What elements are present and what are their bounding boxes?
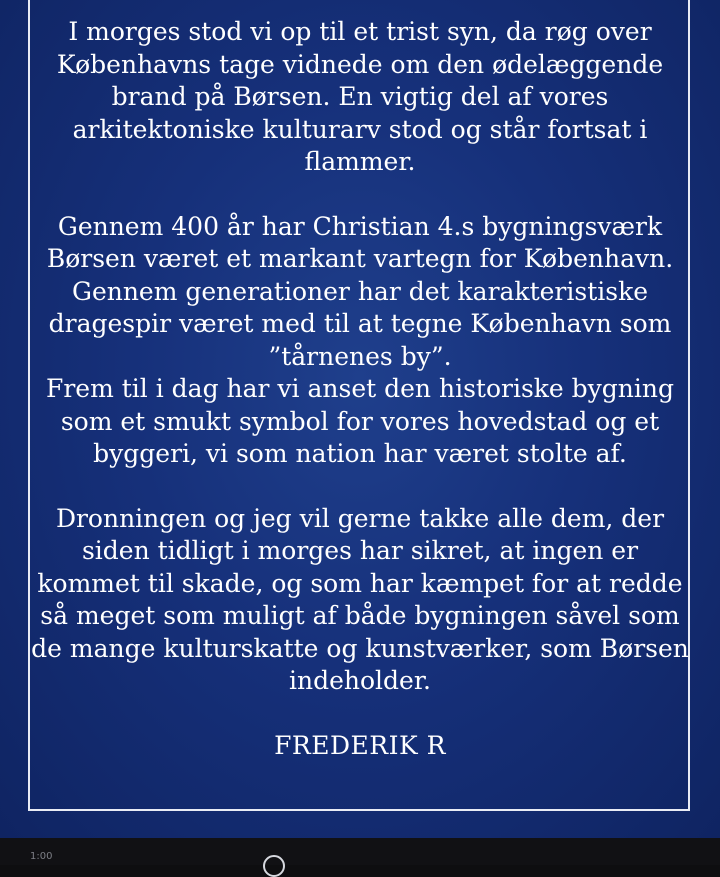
statement-paragraph-1: I morges stod vi op til et trist syn, da røg over Københavns tage vidnede om den ødelæggende brand på Børsen. En vigtig del af vores arkitektoniske kulturarv stod og står fortsat i flammer. [56,17,664,176]
statement-paragraph-4: Dronningen og jeg vil gerne takke alle dem, der siden tidligt i morges har sikret, at ingen er kommet til skade, og som har kæmpet for at redde så meget som muligt af både bygningen såvel som de mange kulturskatte og kunstværker, som Børsen indeholder. [31,503,689,695]
signature: FREDERIK R [274,730,446,760]
statement-text [30,16,690,762]
paragraph-spacer [30,471,690,503]
record-button[interactable] [263,855,285,877]
bottom-bar-label: 1:00 [30,852,53,860]
statement-paragraph-2: Gennem 400 år har Christian 4.s bygningsværk Børsen været et markant vartegn for København. Gennem generationer har det karakteristiske dragespir været med til at tegne København som ”tårnenes by”. [46,211,674,371]
paragraph-spacer [30,179,690,211]
statement-paragraph-3: Frem til i dag har vi anset den historiske bygning som et smukt symbol for vores hovedstad og et byggeri, vi som nation har været stolte af. [46,374,674,468]
paragraph-spacer [30,698,690,730]
bottom-bar [0,838,720,865]
